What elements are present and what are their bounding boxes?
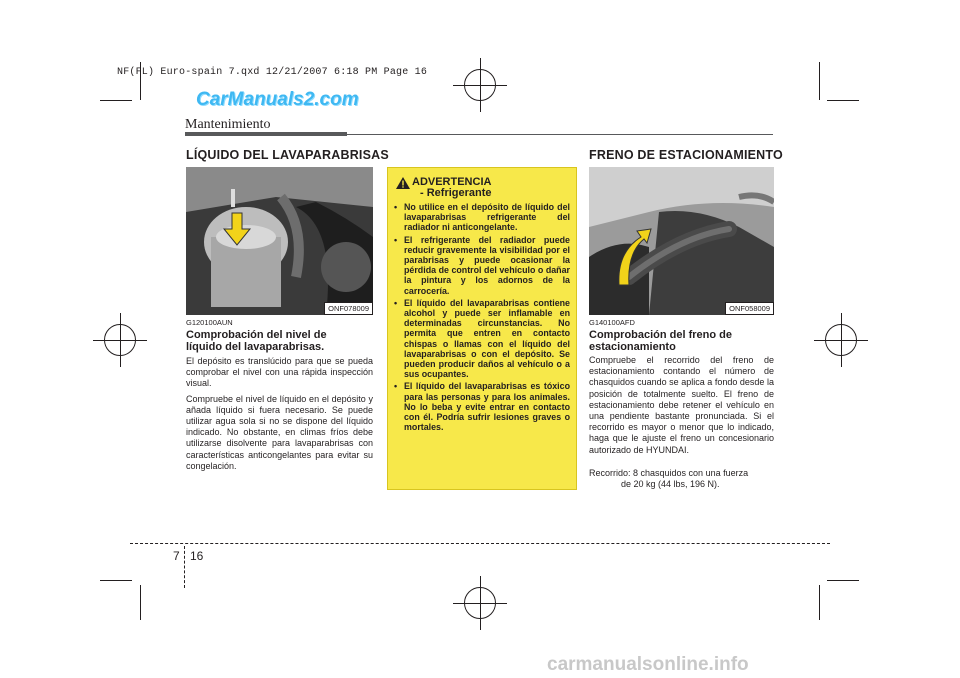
file-header: NF(FL) Euro-spain 7.qxd 12/21/2007 6:18 PM Page 16 — [117, 67, 428, 78]
warning-triangle-icon — [396, 176, 410, 194]
photo-label: ONF058009 — [725, 302, 774, 315]
left-section-title: LÍQUIDO DEL LAVAPARABRISAS — [186, 148, 389, 162]
watermark-logo[interactable]: CarManuals2.com — [196, 89, 359, 110]
header-rule-thin — [347, 134, 773, 135]
crop-mark — [140, 585, 141, 620]
paragraph: El depósito es translúcido para que se pueda comprobar el nivel con una rápida inspección visual. — [186, 356, 373, 389]
warning-box — [387, 167, 577, 490]
registration-mark — [104, 324, 136, 356]
warning-title: ADVERTENCIA — [412, 176, 492, 188]
paragraph: Compruebe el nivel de líquido en el depósito y añada líquido si fuera necesario. Se puede utilizar agua sola si no se dispone del líquido indicado. No obstante, en climas fríos debe utilizarse disolvente para lavaparabrisas con características anticongelantes para evitar su congelación. — [186, 393, 373, 471]
warning-item: • El líquido del lavaparabrisas es tóxico para las personas y para los animales. No lo beba y evite entrar en contacto con él. Podría sufrir lesiones graves o mortales. — [390, 381, 570, 432]
source-watermark[interactable]: carmanualsonline.info — [547, 654, 749, 675]
right-body — [589, 355, 774, 490]
warning-subtitle: - Refrigerante — [420, 187, 492, 199]
left-subheading: Comprobación del nivel de líquido del lavaparabrisas. — [186, 329, 327, 353]
parking-brake-illustration — [589, 167, 774, 315]
crop-mark — [819, 585, 820, 620]
registration-mark — [464, 587, 496, 619]
page-number: 16 — [190, 549, 204, 563]
photo-label: ONF078009 — [324, 302, 373, 315]
footer-divider — [184, 546, 186, 588]
warning-item: • El líquido del lavaparabrisas contiene alcohol y puede ser inflamable en determinadas circunstancias. No permita que entren en contacto chispas o llamas con el líquido del lavaparabrisas o con el depósito. Se pueden producir daños al vehículo o a sus ocupantes. — [390, 298, 570, 380]
chapter-number: 7 — [173, 549, 180, 563]
travel-spec-label: Recorrido: 8 chasquidos con una fuerza — [589, 467, 749, 478]
crop-mark — [819, 62, 820, 100]
parking-brake-photo — [589, 167, 774, 315]
registration-mark — [825, 324, 857, 356]
section-code: G140100AFD — [589, 318, 635, 327]
section-code: G120100AUN — [186, 318, 233, 327]
warning-item: • El refrigerante del radiador puede reducir gravemente la visibilidad por el parabrisas y puede ocasionar la pérdida de control del vehículo o dañar la pintura y los adornos de la carrocería. — [390, 235, 570, 296]
travel-spec-value: de 20 kg (44 lbs, 196 N). — [621, 479, 720, 490]
paragraph: Compruebe el recorrido del freno de estacionamiento contando el número de chasquidos cuando se aplica a fondo desde la posición de totalmente suelto. El freno de estacionamiento debe retener el vehículo en una pendiente bastante pronunciada. Si el recorrido es mayor o menor que lo indicado, haga que le ajuste el freno un concesionario autorizado de HYUNDAI. — [589, 355, 774, 455]
footer-dashed-line — [130, 543, 830, 544]
right-section-title: FRENO DE ESTACIONAMIENTO — [589, 148, 783, 162]
engine-bay-illustration — [186, 167, 373, 315]
warning-list — [390, 202, 570, 434]
section-name: Mantenimiento — [185, 117, 271, 132]
crop-mark — [827, 100, 859, 101]
registration-mark — [464, 69, 496, 101]
crop-mark — [827, 580, 859, 581]
header-rule-dark — [185, 132, 347, 136]
crop-mark — [100, 580, 132, 581]
right-subheading: Comprobación del freno de estacionamiento — [589, 329, 733, 353]
left-body — [186, 356, 373, 476]
crop-mark — [100, 100, 132, 101]
washer-reservoir-photo — [186, 167, 373, 315]
warning-item: • No utilice en el depósito de líquido del lavaparabrisas refrigerante del radiador ni anticongelante. — [390, 202, 570, 233]
